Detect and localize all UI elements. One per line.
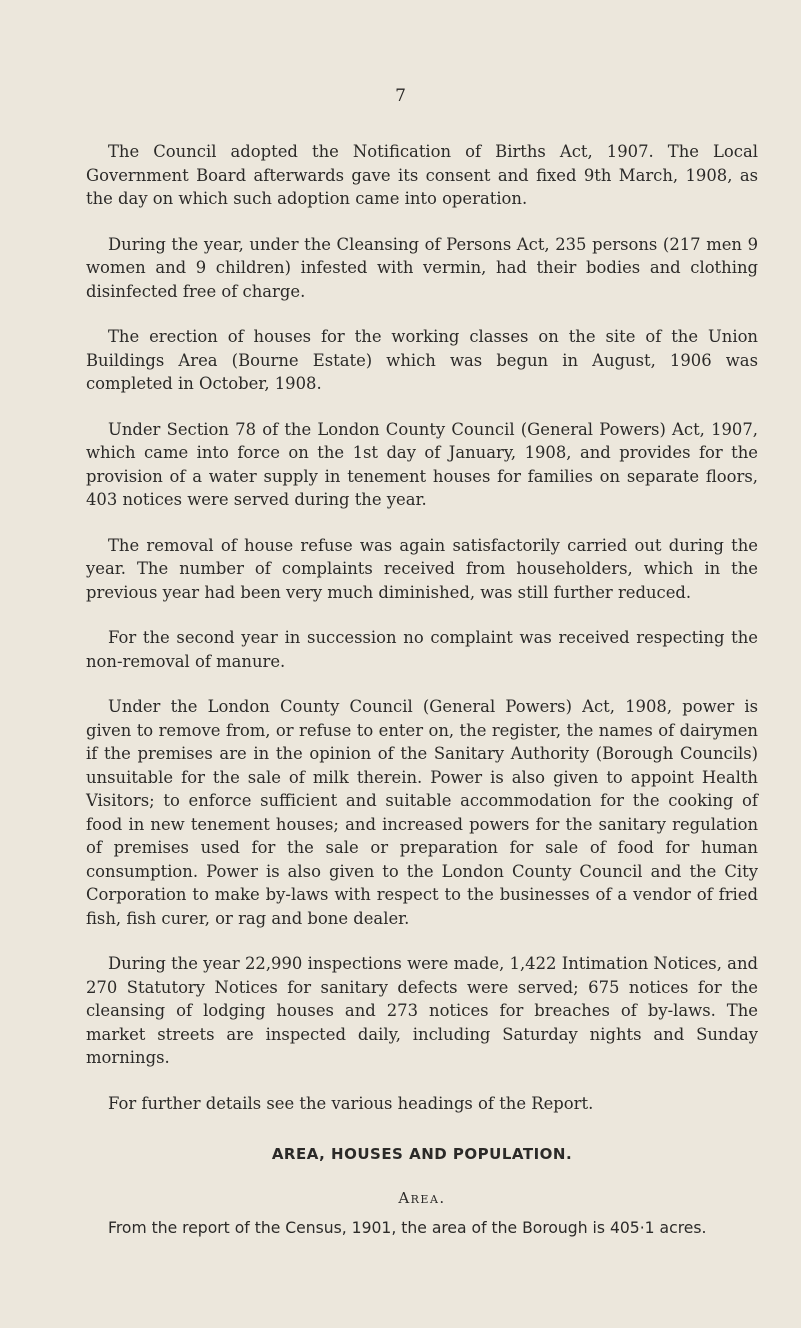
body-text — [86, 140, 758, 1241]
paragraph-house-refuse: The removal of house refuse was again satisfactorily carried out during the year. The number of complaints received from householders, which in the previous year had been very much diminished, was still further reduced. — [86, 535, 758, 602]
page-number: 7 — [395, 86, 406, 106]
paragraph-cleansing-of-persons: During the year, under the Cleansing of Persons Act, 235 persons (217 men 9 women and 9 children) infested with vermin, had their bodies and clothing disinfected free of charge. — [86, 234, 758, 301]
paragraph-general-powers-act: Under the London County Council (General Powers) Act, 1908, power is given to remove from, or refuse to enter on, the register, the names of dairymen if the premises are in the opinion of the Sanitary Authority (Borough Councils) unsuitable for the sale of milk therein. Power is also given to appoint Health Visitors; to enforce sufficient and suitable accommodation for the cooking of food in new tenement houses; and increased powers for the sanitary regulation of premises used for the sale or preparation for sale of food for human consumption. Power is also given to the London County Council and the City Corporation to make by-laws with respect to the businesses of a vendor of fried fish, fish curer, or rag and bone dealer. — [86, 697, 758, 928]
paragraph-water-supply: Under Section 78 of the London County Council (General Powers) Act, 1907, which came into force on the 1st day of January, 1908, and provides for the provision of a water supply in tenement houses for families on separate floors, 403 notices were served during the year. — [86, 419, 758, 509]
paragraph-notification-of-births: The Council adopted the Notification of Births Act, 1907. The Local Government Board afterwards gave its consent and fixed 9th March, 1908, as the day on which such adoption came into operation. — [86, 142, 758, 208]
section-heading: AREA, HOUSES AND POPULATION. — [271, 1145, 573, 1163]
section-subheading: Area. — [398, 1189, 446, 1207]
paragraph-area: From the report of the Census, 1901, the area of the Borough is 405·1 acres. — [108, 1219, 707, 1237]
paragraph-inspections: During the year 22,990 inspections were made, 1,422 Intimation Notices, and 270 Statutory Notices for sanitary defects were served; 675 notices for the cleansing of lodging houses and 273 notices for breaches of by-laws. The market streets are inspected daily, including Saturday nights and Sunday mornings. — [86, 954, 758, 1067]
paragraph-further-details: For further details see the various headings of the Report. — [108, 1093, 594, 1113]
paragraph-manure: For the second year in succession no complaint was received respecting the non-removal of manure. — [86, 628, 758, 671]
paragraph-working-class-houses: The erection of houses for the working classes on the site of the Union Buildings Area (Bourne Estate) which was begun in August, 1906 was completed in October, 1908. — [86, 327, 758, 393]
